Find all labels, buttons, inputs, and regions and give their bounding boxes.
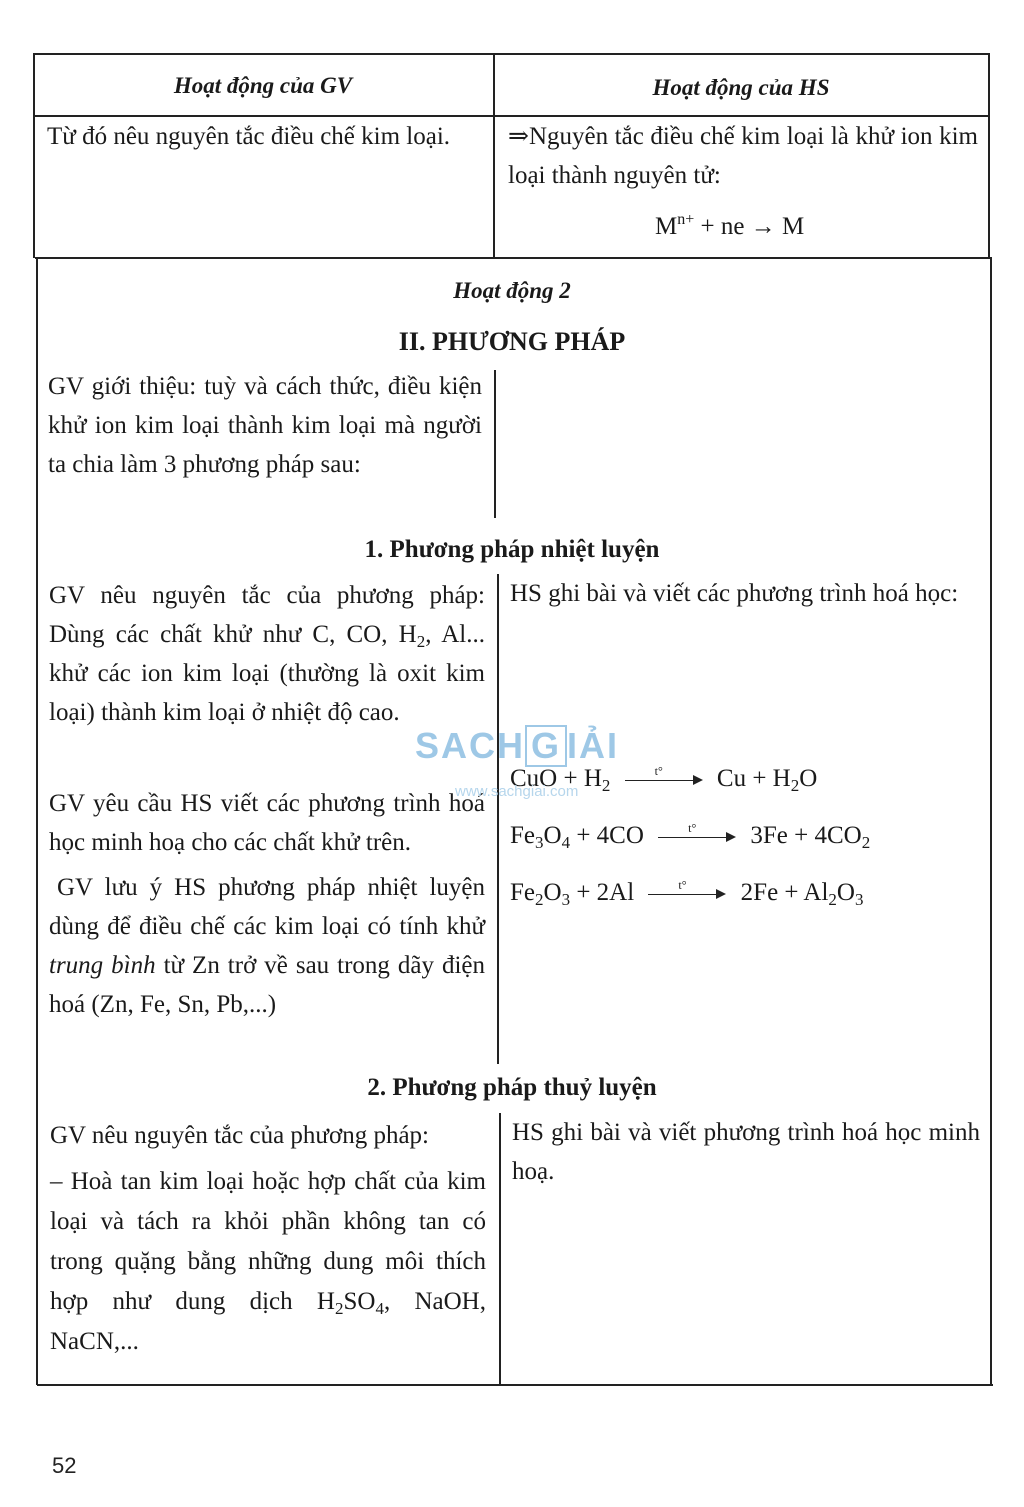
row1-hs-body: Nguyên tắc điều chế kim loại là khử ion kim loại thành nguyên tử:	[508, 123, 978, 189]
column-divider-method2	[499, 1113, 501, 1385]
row1-hs-text	[508, 117, 978, 195]
method1-hs-text: HS ghi bài và viết các phương trình hoá học:	[510, 580, 959, 607]
table-bottom-border	[37, 1384, 993, 1386]
hd2-intro-text: GV giới thiệu: tuỳ và cách thức, điều kiện khử ion kim loại thành kim loại mà người ta chia làm 3 phương pháp sau:	[48, 373, 482, 478]
equation-fe3o4-co: $Fe_3O_4 + 4CO$ t° $3Fe + 4CO_2$	[510, 821, 871, 852]
column-divider-method1	[497, 574, 499, 1064]
method2-gv-p2: – Hoà tan kim loại hoặc hợp chất của kim loại và tách ra khỏi phần không tan có trong quặng bằng những dung môi thích hợp như dung dịch $H_2SO_4$, NaOH, NaCN,...	[50, 1168, 486, 1355]
row1-equation: $M^{n+}$ + ne → M	[655, 211, 805, 240]
header-hs: Hoạt động của HS	[652, 75, 830, 100]
header-gv: Hoạt động của GV	[173, 73, 353, 98]
table-right-border-lower	[990, 257, 992, 1385]
method2-hs-text: HS ghi bài và viết phương trình hoá học minh hoạ.	[512, 1119, 980, 1185]
watermark-logo: SACH G IẢI	[415, 725, 620, 766]
hd2-section-title: II. PHƯƠNG PHÁP	[398, 327, 626, 356]
watermark-url: www.sachgiai.com	[455, 783, 579, 800]
method1-gv-p3: GV lưu ý HS phương pháp nhiệt luyện dùng để điều chế các kim loại có tính khử trung bình từ Zn trở về sau trong dãy điện hoá (Zn, Fe, Sn, Pb,...)	[49, 874, 486, 1018]
equation-fe2o3-al: $Fe_2O_3 + 2Al$ t° $2Fe + Al_2O_3$	[510, 878, 864, 909]
row1-bottom-border	[35, 257, 990, 259]
column-divider-intro	[494, 370, 496, 518]
method1-gv-p2: GV yêu cầu HS viết các phương trình hoá học minh hoạ cho các chất khử trên.	[49, 790, 485, 856]
row1-gv-text: Từ đó nêu nguyên tắc điều chế kim loại.	[47, 123, 451, 150]
page-number: 52	[52, 1453, 77, 1478]
table-left-border-lower	[36, 257, 38, 1385]
implies-arrow: ⇒	[508, 123, 529, 150]
equation-cuo-h2: CuO + $H_2$ t° $Cu + H_2O$	[510, 764, 818, 795]
method1-title: 1. Phương pháp nhiệt luyện	[364, 536, 660, 563]
table-top-border	[33, 53, 990, 55]
method2-title: 2. Phương pháp thuỷ luyện	[367, 1074, 657, 1101]
method2-gv-p1: GV nêu nguyên tắc của phương pháp:	[50, 1122, 429, 1149]
hd2-title: Hoạt động 2	[453, 278, 571, 303]
method1-gv-p1: GV nêu nguyên tắc của phương pháp: Dùng các chất khử như C, CO, $H_2$, Al... khử các ion kim loại (thường là oxit kim loại) thành kim loại ở nhiệt độ cao.	[49, 582, 485, 726]
table-right-border	[988, 53, 990, 258]
